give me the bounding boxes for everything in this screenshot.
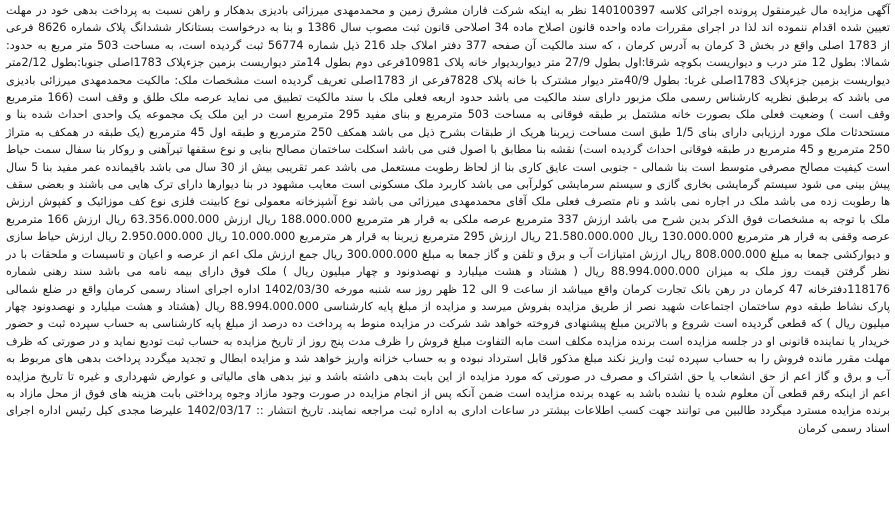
auction-notice-body: آگهی مزایده مال غیرمنقول پرونده اجرائی کلاسه 140100397 نظر به اینکه شرکت فاران مشرق زمین و محمدمهدی میرزائی بادیزی بدهکار و راهن نسبت به پرداخت بدهی خود در مهلت تعیین شده اقدام ننموده اند لذا در اجرای مقررات ماده واحده قانون اصلاح ماده 34 اصلاحی قانون ثبت مصوب سال 1386 و بنا به درخواست بستانکار ششدانگ پلاک شماره 8626 فرعی از 1783 اصلی واقع در بخش 3 کرمان به آدرس کرمان ، که سند مالکیت آن صفحه 377 دفتر املاک جلد 216 ذیل شماره 56774 ثبت گردیده است، به مساحت 503 متر مربع به حدود: شمالا: بطول 12 متر درب و دیواریست بکوچه شرقا:اول بطول 27/9 متر دیواربدیوار خانه پلاک 10981فرعی دوم بطول 14متر دیواریست بزمین جزءپلاک 1783اصلی جنوبا:بطول 2/12متر دیواریست بزمین جزءپلاک 1783اصلی غربا: بطول 40/9متر دیوار مشترک با خانه پلاک 7828فرعی از 1783اصلی تعریف گردیده است مشخصات ملک: مالکیت محمدمهدی میرزائی بادیزی می باشد که برطبق نظریه کارشناس رسمی ملک مزبور دارای سند مالکیت می باشد حدود اربعه فعلی ملک با سند مالکیت تطبیق می نماید عرصه ملک طلق و وقف است (166 مترمربع وقف است ) وضعیت فعلی ملک بصورت خانه مشتمل بر طبقه فوقانی به مساحت 503 مترمربع و بنای مفید 295 مترمربع است در این ملک یک مجموعه یک واحدی احداث شده بنا و مستحدثات ملک مورد ارزیابی دارای بنای 1/5 طبق است مساحت زیربنا هریک از طبقات بشرح ذیل می باشد همکف 250 مترمربع و طبقه اول 45 مترمربع (یک طبقه در همکف به متراژ 250 مترمربع و 45 مترمربع در طبقه فوقانی احداث گردیده است) نقشه بنا مطابق با اصول فنی می باشد اسکلت ساختمان مصالح بنایی و نوع سقفها تیرآهنی و روکار بنا سفال سمت حیاط است کیفیت مصالح مصرفی متوسط است بنا شمالی - جنوبی است عایق کاری بنا از لحاظ رطوبت مستعمل می باشد عمر تقریبی بیش از 30 سال می باشد باقیمانده عمر مفید بنا 5 سال پیش بینی می شود سیستم گرمایشی بخاری گازی و سیستم سرمایشی کولرآبی می باشد کاربرد ملک مسکونی است معایب مشهود در بنا دیوارها دارای ترک هایی می باشند و بعضی سقف ها رطوبت زده می باشد ملک در اجاره نمی باشد و نام متصرف فعلی ملک آقای محمدمهدی میرزائی می باشد نوع آشپزخانه معمولی نوع کابینت فلزی نوع کف موزائیک و کفپوش ارزش ملک با توجه به مشخصات فوق الذکر بدین شرح می باشد ارزش 337 مترمربع عرصه ملکی به قرار هر مترمربع 188.000.000 ریال ارزش 63.356.000.000 ریال ارزش 166 مترمربع عرصه وقفی به قرار هر مترمربع 130.000.000 ریال 21.580.000.000 ریال ارزش 295 مترمربع زیربنا به قرار هر مترمربع 10.000.000 ریال 2.950.000.000 ریال ارزش حیاط سازی و دیوارکشی جمعا به مبلغ 808.000.000 ریال ارزش امتیازات آب و برق و تلفن و گاز جمعا به مبلغ 300.000.000 ریال جمع ارزش ملک اعم از عرصه و اعیان و تاسیسات و ملحقات با در نظر گرفتن قیمت روز ملک به میزان 88.994.000.000 ریال ( هشتاد و هشت میلیارد و نهصدونود و چهار میلیون ریال ) ملک فوق دارای بیمه نامه می باشد سند رهنی شماره 118176دفترخانه 47 کرمان در رهن بانک تجارت کرمان واقع میباشد از ساعت 9 الی 12 ظهر روز سه شنبه مورخه 1402/03/30 اداره اجرای اسناد رسمی کرمان واقع در ضلع شمالی پارک نشاط طبقه دوم ساختمان اجتماعات شهید نصر از طریق مزایده بفروش میرسد و مزایده از مبلغ پایه کارشناسی 88.994.000.000 ریال (هشتاد و هشت میلیارد و نهصدونود چهار میلیون ریال ) که قطعی گردیده است شروع و بالاترین مبلغ پیشنهادی فروخته خواهد شد شرکت در مزایده منوط به پرداخت ده درصد از مبلغ پایه کارشناسی به حساب سپرده ثبت و حضور خریدار یا نماینده قانونی او در جلسه مزایده است برنده مزایده مکلف است مابه التفاوت مبلغ فروش را ظرف مدت پنج روز از تاریخ مزایده به حساب ثبت تودیع نماید و در صورتی که ظرف مهلت مقرر مانده فروش را به حساب سپرده ثبت واریز نکند مبلغ مذکور قابل استرداد نبوده و به حساب خزانه واریز خواهد شد و مزایده ابطال و تجدید میگردد پرداخت بدهی های مربوط به آب و برق و گاز اعم از حق انشعاب یا حق اشتراک و مصرف در صورتی که مورد مزایده از این بابت بدهی داشته باشد و نیز بدهی های مالیاتی و عوارض شهرداری و غیره تا تاریخ مزایده اعم از اینکه رقم قطعی آن معلوم شده یا نشده باشد به عهده برنده مزایده است ضمن آنکه پس از انجام مزایده در صورت وجود مازاد وجوه پرداختی بابت هزینه های فوق از محل مازاد به برنده مزایده مسترد میگردد طالبین می توانند جهت کسب اطلاعات بیشتر در ساعات اداری به اداره ثبت مراجعه نمایند. تاریخ انتشار :: 1402/03/17 علیرضا مجدی کیل رئیس اداره اجرای اسناد رسمی کرمان [6, 4, 891, 435]
